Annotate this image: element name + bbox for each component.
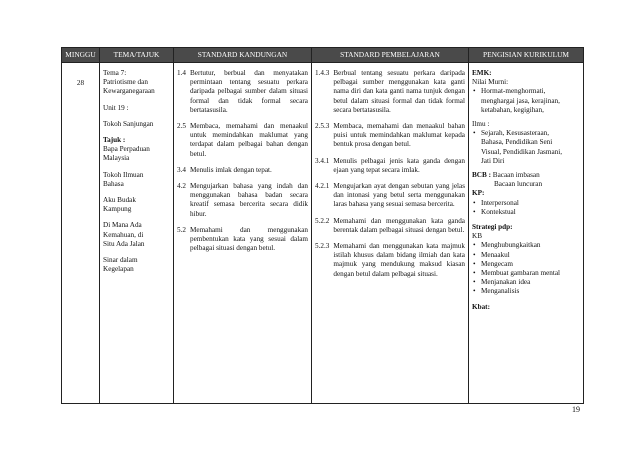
header-pengisian-kurikulum: PENGISIAN KURIKULUM (469, 48, 584, 63)
kandungan-item (177, 69, 308, 115)
kp-list (472, 199, 580, 217)
list-item: • Kontekstual (472, 208, 580, 217)
kandungan-item (177, 226, 308, 254)
list-item (472, 129, 580, 166)
kandungan-text: Memahami dan menggunakan pembentukan kata yang sesuai dalam pelbagai situasi dengan betul. (189, 225, 308, 253)
list-item: • Menghubungkaitkan (472, 241, 580, 250)
pembelajaran-text: Menulis pelbagai jenis kata ganda dengan ejaan yang tepat secara imlak. (333, 156, 465, 174)
dimana-block (103, 221, 170, 249)
sinar-block (103, 256, 170, 274)
table-row (62, 63, 584, 404)
strategi-label: Strategi pdp: (472, 223, 513, 232)
minggu-cell: 28 (62, 63, 100, 404)
list-item: • Menganalisis (472, 287, 580, 296)
pembelajaran-code: 4.2.1 (315, 182, 330, 191)
ilmu-label: Ilmu : (472, 120, 490, 129)
pembelajaran-code: 3.4.1 (315, 156, 330, 165)
pembelajaran-text: Memahami dan menggunakan kata majmuk istilah khusus dalam bidang ilmiah dan kata majmuk yang mendukung maksud kiasan dengan betul dalam pelbagai situasi. (333, 242, 465, 278)
tema-cell (100, 63, 174, 404)
list-item: • Membuat gambaran mental (472, 269, 580, 278)
sinar-line: Sinar dalam (103, 256, 138, 265)
kandungan-cell (174, 63, 312, 404)
tema-name-line: Kewarganegaraan (103, 87, 155, 96)
pembelajaran-cell (312, 63, 469, 404)
list-item: • Mengecam (472, 260, 580, 269)
pembelajaran-item (315, 69, 465, 115)
aku-line: Aku Budak (103, 196, 136, 205)
tema-name-line: Patriotisme dan (103, 78, 148, 87)
pembelajaran-item (315, 242, 465, 279)
list-item: • Menaakul (472, 251, 580, 260)
header-tema-tajuk: TEMA/TAJUK (100, 48, 174, 63)
kandungan-code: 2.5 (177, 122, 186, 131)
dimana-line: Situ Ada Jalan (103, 239, 145, 248)
pembelajaran-text: Memahami dan menggunakan kata ganda berentak dalam pelbagai situasi dengan betul. (333, 216, 465, 234)
tajuk-line: Bapa Perpaduan (103, 145, 150, 154)
pembelajaran-item (315, 122, 465, 150)
unit-label: Unit 19 : (103, 103, 129, 112)
pembelajaran-text: Membaca, memahami dan menaakul bahan puisi untuk memindahkan maklumat kepada bentuk prosa dengan betul. (333, 122, 465, 149)
ilmu-line: • Sejarah, Kesusasteraan, (481, 129, 550, 138)
kandungan-code: 3.4 (177, 165, 186, 174)
tokoh-line: Bahasa (103, 179, 124, 188)
bcb-block (472, 171, 580, 189)
nilai-line: ketabahan, kegigihan, (481, 105, 544, 114)
tajuk-line: Malaysia (103, 154, 130, 163)
ilmu-list (472, 129, 580, 166)
tajuk-label: Tajuk : (103, 136, 126, 145)
kandungan-item (177, 166, 308, 175)
aku-line: Kampung (103, 205, 132, 214)
kb-label: KB (472, 232, 482, 241)
nilai-list (472, 87, 580, 115)
nilai-label: Nilai Murni: (472, 78, 509, 87)
kbat-label: Kbat: (472, 302, 490, 311)
kp-label: KP: (472, 189, 485, 198)
kandungan-code: 4.2 (177, 182, 186, 191)
page-number: 19 (572, 405, 580, 414)
list-item: • Interpersonal (472, 199, 580, 208)
pembelajaran-item (315, 157, 465, 175)
bcb-label: BCB : (472, 171, 491, 180)
aku-block (103, 196, 170, 214)
kurikulum-cell (469, 63, 584, 404)
header-standard-kandungan: STANDARD KANDUNGAN (174, 48, 312, 63)
list-item: • Menjanakan idea (472, 278, 580, 287)
kb-list (472, 241, 580, 296)
ilmu-line: Visual, Pendidikan Jasmani, (481, 147, 563, 156)
pembelajaran-code: 5.2.2 (315, 216, 330, 225)
pembelajaran-code: 1.4.3 (315, 69, 330, 77)
bcb-item: Bacaan luncuran (494, 180, 543, 189)
pembelajaran-code: 2.5.3 (315, 122, 330, 131)
table-header-row (62, 48, 584, 63)
sinar-line: Kegelapan (103, 265, 134, 274)
dimana-line: Di Mana Ada (103, 221, 142, 230)
pembelajaran-item (315, 182, 465, 210)
emk-label: EMK: (472, 69, 492, 77)
pembelajaran-text: Mengujarkan ayat dengan sebutan yang jelas dan intonasi yang betul serta menggunakan laras bahasa yang sesuai semasa bercerita. (333, 182, 465, 209)
kandungan-text: Mengujarkan bahasa yang indah dan menggunakan bahasa badan secara kreatif semasa bercerita secara didik hibur. (189, 182, 308, 218)
tema-title: Tema 7: (103, 69, 127, 77)
list-item (472, 87, 580, 115)
nilai-line: • Hormat-menghormati, (481, 87, 546, 96)
dimana-line: Kemahuan, di (103, 230, 144, 239)
bcb-item: Bacaan imbasan (492, 171, 540, 180)
tokoh-block (103, 171, 170, 189)
unit-name: Tokoh Sanjungan (103, 119, 154, 128)
rpt-table (61, 47, 584, 404)
kandungan-text: Membaca, memahami dan menaakul untuk memindahkan maklumat yang terdapat dalam pelbagai bahan dengan betul. (189, 122, 308, 158)
header-minggu: MINGGU (62, 48, 100, 63)
ilmu-line: Bahasa, Pendidikan Seni (481, 138, 553, 147)
pembelajaran-item (315, 217, 465, 235)
pembelajaran-code: 5.2.3 (315, 242, 330, 251)
kandungan-text: Menulis imlak dengan tepat. (189, 165, 272, 174)
pembelajaran-text: Berbual tentang sesuatu perkara daripada pelbagai sumber menggunakan kata ganti nama diri dan kata ganti nama tunjuk dengan betul dalam situasi formal dan tidak formal secara bertatasusila. (333, 69, 465, 114)
kandungan-code: 1.4 (177, 69, 186, 77)
tajuk-block (103, 136, 170, 164)
tema-block (103, 69, 170, 97)
kandungan-item (177, 122, 308, 159)
ilmu-line: Jati Diri (481, 156, 505, 165)
header-standard-pembelajaran: STANDARD PEMBELAJARAN (312, 48, 469, 63)
kandungan-item (177, 182, 308, 219)
tokoh-line: Tokoh Ilmuan (103, 170, 144, 179)
kandungan-text: Bertutur, berbual dan menyatakan permintaan tentang sesuatu perkara daripada pelbagai sumber dalam situasi formal dan tidak formal secara bertatasusila. (189, 69, 308, 114)
kandungan-code: 5.2 (177, 225, 186, 234)
nilai-line: menghargai jasa, kerajinan, (481, 96, 560, 105)
